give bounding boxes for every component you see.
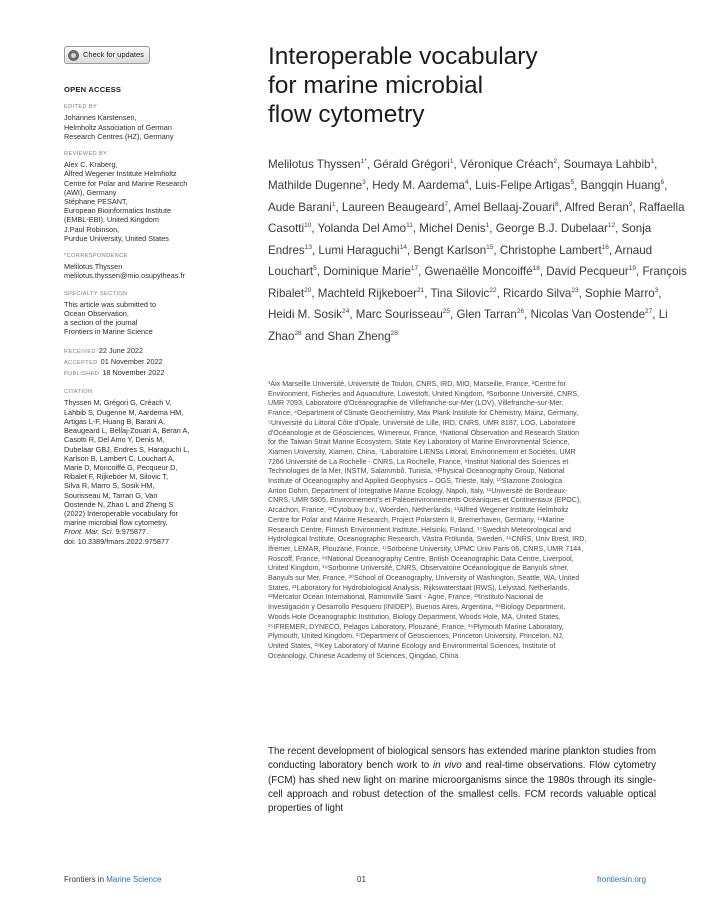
specialty-line: a section of the journal bbox=[64, 318, 138, 328]
author-affiliation-sup: 22 bbox=[489, 286, 497, 294]
footer-journal bbox=[64, 875, 161, 884]
author-affiliation-sup: 26 bbox=[516, 308, 525, 316]
author-name[interactable]: Gérald Grégori bbox=[373, 157, 450, 171]
published-date bbox=[64, 368, 244, 379]
title-line: Interoperable vocabulary bbox=[268, 43, 538, 70]
author-name[interactable]: Arnaud Louchart bbox=[268, 243, 653, 279]
author-name[interactable]: Machteld Rijkeboer bbox=[317, 286, 418, 300]
author-affiliation-sup: 15 bbox=[486, 243, 494, 251]
author-name[interactable]: Aude Barani bbox=[268, 200, 332, 214]
abstract-italic-term: in vivo bbox=[432, 760, 462, 772]
author-name[interactable]: Alfred Beran bbox=[564, 200, 629, 214]
affiliation-line: ²⁵IFREMER, DYNECO, Pelagos Laboratory, Plouzané, France, ²⁶Plymouth Marine Laboratory, bbox=[268, 622, 564, 631]
correspondence-block bbox=[64, 262, 244, 280]
author-name[interactable]: Dominique Marie bbox=[323, 265, 411, 279]
citation-doi-link[interactable]: doi: 10.3389/fmars.2022.975877 bbox=[64, 536, 170, 546]
footer-prefix: Frontiers in bbox=[64, 875, 105, 884]
author-name[interactable]: Lumi Haraguchi bbox=[318, 243, 400, 257]
affiliation-line: Oceanology, Chinese Academy of Sciences, Qingdao, China bbox=[268, 651, 459, 660]
citation-line: Sourisseau M, Tarran G, Van bbox=[64, 490, 158, 500]
author-affiliation-sup: 3 bbox=[362, 179, 366, 187]
dates-block bbox=[64, 346, 244, 380]
author-name[interactable]: Heidi M. Sosik bbox=[268, 308, 343, 322]
author-name[interactable]: Marc Sourisseau bbox=[355, 308, 443, 322]
reviewed-by-line: Purdue University, United States bbox=[64, 233, 169, 243]
affiliation-line: ⁵Université du Littoral Côte d'Opale, Université de Lille, IRD, CNRS, UMR 8187, LOG, Laboratoire bbox=[268, 418, 576, 427]
reviewed-by-block bbox=[64, 160, 244, 243]
author-affiliation-sup: 14 bbox=[399, 243, 407, 251]
crossmark-icon bbox=[68, 50, 79, 61]
reviewed-by-line: J.Paul Robinson, bbox=[64, 224, 120, 234]
affiliation-line: for the Taiwan Strait Marine Ecosystem, State Key Laboratory of Marine Environmental Science, bbox=[268, 438, 570, 447]
footer-site-link[interactable]: frontiersin.org bbox=[597, 875, 646, 884]
author-affiliation-sup: 18 bbox=[532, 265, 540, 273]
author-affiliation-sup: 19 bbox=[628, 265, 637, 273]
check-for-updates-label: Check for updates bbox=[83, 50, 144, 60]
edited-by-line: Johannes Karstensen, bbox=[64, 113, 137, 123]
author-affiliation-sup: 1 bbox=[650, 158, 655, 165]
author-name[interactable]: Véronique Créach bbox=[459, 157, 554, 171]
affiliation-line: Research Centre, Finnish Environment Institute, Helsinki, Finland, ¹⁵Swedish Meteorological and bbox=[268, 525, 571, 534]
specialty-section-block bbox=[64, 300, 244, 337]
author-name[interactable]: Raffaella Casotti bbox=[268, 200, 685, 236]
specialty-line: This article was submitted to bbox=[64, 299, 157, 309]
author-name[interactable]: Luis-Felipe Artigas bbox=[475, 179, 571, 193]
accepted-label: ACCEPTED bbox=[64, 359, 98, 366]
article-sidebar bbox=[64, 46, 244, 546]
author-name[interactable]: Bangqin Huang bbox=[580, 179, 661, 193]
author-affiliation-sup: 1 bbox=[449, 158, 454, 165]
citation-line: Thyssen M, Grégori G, Créach V, bbox=[64, 398, 172, 408]
page-number: 01 bbox=[357, 875, 366, 884]
check-for-updates-button[interactable] bbox=[64, 46, 150, 64]
correspondence-name: Melilotus Thyssen bbox=[64, 262, 123, 272]
specialty-line: Frontiers in Marine Science bbox=[64, 327, 153, 337]
author-affiliation-sup: 5 bbox=[313, 265, 317, 273]
author-affiliation-sup: 24 bbox=[342, 308, 350, 316]
article-title bbox=[268, 42, 688, 129]
citation-line: Karlson B, Lambert C, Louchart A, bbox=[64, 453, 175, 463]
author-name[interactable]: Hedy M. Aardema bbox=[372, 179, 465, 193]
correspondence-label: *CORRESPONDENCE bbox=[64, 253, 128, 260]
affiliation-line: ²²Mercator Ocean International, Ramonville Saint - Agne, France, ²³Instituto Nacional de bbox=[268, 593, 544, 602]
received-date bbox=[64, 346, 244, 357]
citation-line: Beaugeard L, Bellaj-Zouari A, Beran A, bbox=[64, 426, 190, 436]
edited-by-block bbox=[64, 113, 244, 141]
author-name[interactable]: Shan Zheng bbox=[327, 329, 391, 343]
reviewed-by-line: Alex C. Kraberg, bbox=[64, 160, 118, 170]
author-name[interactable]: Christophe Lambert bbox=[499, 243, 602, 257]
author-affiliation-sup: 13 bbox=[304, 243, 312, 251]
affiliation-line: Centre for Polar and Marine Research, Project Polarstern II, Bremerhaven, Germany, ¹⁴Marine bbox=[268, 515, 565, 524]
edited-by-label: EDITED BY bbox=[64, 104, 98, 111]
accepted-date bbox=[64, 357, 244, 368]
author-name[interactable]: Sonja Endres bbox=[268, 222, 652, 257]
affiliation-line: Xiamen University, Xiamen, China, ⁷Laboratoire LIENSs Littoral, Environnement et Sociétés, UMR bbox=[268, 447, 576, 456]
affiliation-line: United States, ²⁸Key Laboratory of Marine Ecology and Environmental Sciences, Institute of bbox=[268, 641, 556, 650]
author-affiliation-sup: 1* bbox=[360, 158, 367, 165]
abstract-paragraph bbox=[268, 745, 656, 816]
reviewed-by-line: (EMBL-EBI), United Kingdom bbox=[64, 215, 159, 225]
correspondence-email-link[interactable]: melilotus.thyssen@mio.osupytheas.fr bbox=[64, 271, 185, 281]
affiliation-line: United Kingdom, ¹⁹Sorbonne Université, CNRS, Observatoire Océanologique de Banyuls s/mer, bbox=[268, 564, 569, 573]
author-name[interactable]: George B.J. Dubelaar bbox=[495, 222, 608, 236]
citation-line: Oostende N, Zhao L and Zheng S bbox=[64, 499, 174, 509]
open-access-label: OPEN ACCESS bbox=[64, 85, 122, 94]
affiliation-line: Roscoff, France, ¹⁸National Oceanography Centre, British Oceanographic Data Centre, Liverpool, bbox=[268, 554, 574, 563]
author-name[interactable]: Melilotus Thyssen bbox=[268, 157, 361, 171]
author-name[interactable]: Gwenaëlle Moncoiffé bbox=[424, 265, 533, 279]
affiliation-line: d'Océanologie et de Géosciences, Wimereux, France, ⁶National Observation and Research Station bbox=[268, 428, 580, 437]
affiliation-line: France, ⁴Department of Climate Geochemistry, Max Plank Institute for Chemistry, Mainz, Germany, bbox=[268, 409, 579, 418]
author-affiliation-sup: 7 bbox=[444, 200, 449, 208]
author-name[interactable]: Tina Silovic bbox=[430, 286, 490, 300]
accepted-value: 01 November 2022 bbox=[100, 356, 163, 366]
author-affiliation-sup: 6 bbox=[660, 179, 665, 187]
citation-line: (2022) Interoperable vocabulary for bbox=[64, 508, 178, 518]
citation-journal: Front. Mar. Sci. bbox=[64, 527, 114, 537]
citation-volume: 9:975877. bbox=[115, 527, 149, 537]
published-value: 18 November 2022 bbox=[102, 368, 165, 378]
citation-label: CITATION bbox=[64, 389, 93, 396]
author-name[interactable]: Ricardo Silva bbox=[503, 286, 572, 300]
author-affiliation-sup: 21 bbox=[417, 286, 425, 294]
citation-line: Artigas L-F, Huang B, Barani A, bbox=[64, 416, 165, 426]
affiliation-line: 7266 Université de La Rochelle - CNRS, La Rochelle, France, ⁸Institut National des Sciences et bbox=[268, 457, 569, 466]
affiliation-line: CNRS, UMR 5805, Environnement's et Paléoenvironnements Océaniques et Continentaux (EPOC), bbox=[268, 496, 582, 505]
author-affiliation-sup: 4 bbox=[464, 179, 469, 187]
author-affiliation-sup: 23 bbox=[571, 286, 579, 294]
author-name[interactable]: Sophie Marro bbox=[585, 286, 655, 300]
edited-by-line: Research Centres (HZ), Germany bbox=[64, 131, 174, 141]
author-name[interactable]: David Pecqueur bbox=[546, 265, 629, 279]
affiliation-line: Plymouth, United Kingdom, ²⁷Department of Geosciences, Princeton University, Princeton, NJ, bbox=[268, 632, 564, 641]
citation-block bbox=[64, 398, 244, 545]
affiliation-line: Woods Hole Oceanographic Institution, Biology Department, Woods Hole, MA, United States, bbox=[268, 612, 561, 621]
author-affiliation-sup: 12 bbox=[607, 222, 616, 230]
received-value: 22 June 2022 bbox=[98, 345, 144, 355]
affiliation-line: Banyuls sur Mer, France, ²⁰School of Oceanography, University of Washington, Seattle, WA, United bbox=[268, 574, 580, 583]
specialty-line: Ocean Observation, bbox=[64, 309, 129, 319]
title-line: for marine microbial bbox=[268, 72, 484, 99]
affiliation-line: Institute of Oceanography and Applied Geophysics – OGS, Trieste, Italy, ¹⁰Stazione Zoologica bbox=[268, 477, 563, 486]
author-affiliation-sup: 5 bbox=[570, 179, 575, 187]
affiliation-line: Hydrological Institute, Oceanographic Research, Västra Frölunda, Sweden, ¹⁶CNRS, Univ Brest, IRD, bbox=[268, 535, 587, 544]
reviewed-by-line: Centre for Polar and Marine Research bbox=[64, 178, 188, 188]
affiliation-line: States, ²¹Laboratory for Hydrobiological Analysis, Rijkswaterstaat (RWS), Lelystad, Netherlands, bbox=[268, 583, 570, 592]
author-affiliation-sup: 28 bbox=[390, 329, 398, 337]
author-affiliation-sup: 1 bbox=[485, 222, 490, 230]
author-affiliation-sup: 17 bbox=[410, 265, 419, 273]
author-name[interactable]: Amel Bellaaj-Zouari bbox=[453, 200, 555, 214]
author-name[interactable]: Michel Denis bbox=[419, 222, 486, 236]
author-name[interactable]: Laureen Beaugeard bbox=[341, 200, 445, 214]
author-name[interactable]: Yolanda Del Amo bbox=[317, 222, 407, 236]
reviewed-by-label: REVIEWED BY bbox=[64, 151, 108, 158]
affiliation-line: Environment, Fisheries and Aquaculture, Lowestoft, United Kingdom, ³Sorbonne Université, CNRS, bbox=[268, 389, 580, 398]
affiliation-line: Technologies de la Mer, INSTM, Salammbô, Tunisia, ⁹Physical Oceanography Group, National bbox=[268, 467, 565, 476]
citation-line: Marie D, Moncoiffé G, Pecqueur D, bbox=[64, 462, 178, 472]
author-affiliation-sup: 9 bbox=[628, 200, 633, 208]
title-line: flow cytometry bbox=[268, 101, 425, 128]
author-name[interactable]: François Ribalet bbox=[268, 265, 687, 300]
author-name[interactable]: Mathilde Dugenne bbox=[268, 179, 363, 193]
specialty-section-label: SPECIALTY SECTION bbox=[64, 290, 128, 297]
citation-line: Casotti R, Del Amo Y, Denis M, bbox=[64, 435, 165, 445]
edited-by-line: Helmholtz Association of German bbox=[64, 122, 172, 132]
reviewed-by-line: European Bioinformatics Institute bbox=[64, 206, 172, 216]
affiliations bbox=[268, 380, 653, 661]
author-affiliation-sup: 16 bbox=[601, 243, 609, 251]
affiliation-line: UMR 7093, Laboratoire d'Océanographie de Villefranche-sur-Mer (LOV), Villefranche-sur-Mer, bbox=[268, 399, 564, 408]
reviewed-by-line: Alfred Wegener Institute Helmholtz bbox=[64, 169, 177, 179]
author-affiliation-sup: 10 bbox=[304, 222, 312, 230]
citation-journal-line bbox=[64, 527, 244, 536]
affiliation-line: Arcachon, France, ¹²Cytobuoy b.v., Woerden, Netherlands, ¹³Alfred Wegener Institute Helmholtz bbox=[268, 506, 569, 515]
affiliation-line: Ifremer, LEMAR, Plouzane, France, ¹⁷Sorbonne University, UPMC Univ Paris 06, CNRS, UMR 7144, bbox=[268, 544, 584, 553]
citation-line: Silva R, Marro S, Sosik HM, bbox=[64, 481, 155, 491]
citation-line: Lahbib S, Dugenne M, Aardema HM, bbox=[64, 407, 184, 417]
citation-line: Ribalet F, Rijkeboer M, Silovic T, bbox=[64, 472, 169, 482]
published-label: PUBLISHED bbox=[64, 371, 100, 378]
received-label: RECEIVED bbox=[64, 348, 96, 355]
author-affiliation-sup: 20 bbox=[304, 286, 312, 294]
footer-journal-link[interactable]: Marine Science bbox=[106, 875, 162, 884]
reviewed-by-line: (AWI), Germany bbox=[64, 187, 117, 197]
author-name[interactable]: Soumaya Lahbib bbox=[563, 157, 651, 171]
abstract-text: The recent development of biological sensors has extended marine plankton studies from conducting laboratory bench work to bbox=[268, 746, 656, 772]
author-affiliation-sup: 8 bbox=[555, 200, 559, 208]
author-affiliation-sup: 2 bbox=[553, 158, 558, 165]
author-affiliation-sup: 1 bbox=[331, 200, 336, 208]
author-list: Melilotus Thyssen$^{1*}$, Gérald Grégori$^1$, Véronique Créach$^2$, Soumaya Lahbib$^1$, Mathilde Dugenne$^3$, Hedy M. Aardema$^4$, Luis-Felipe Artigas$^5$, Bangqin Huang$^6$, Aude Barani$^1$, Laureen Beaugeard$^7$, Amel Bellaaj-Zouari$^8$, Alfred Beran$^9$, Raffaella Casotti$^{10}$, Yolanda Del Amo$^{11}$, Michel Denis$^1$, George B.J. Dubelaar$^{12}$, Sonja Endres$^{13}$, Lumi Haraguchi$^{14}$, Bengt Karlson$^{15}$, Christophe Lambert$^{16}$, Arnaud Louchart$^5$, Dominique Marie$^{17}$, Gwenaëlle Moncoiffé$^{18}$, David Pecqueur$^{19}$, François Ribalet$^{20}$, Machteld Rijkeboer$^{21}$, Tina Silovic$^{22}$, Ricardo Silva$^{23}$, Sophie Marro$^3$, Heidi M. Sosik$^{24}$, Marc Sourisseau$^{25}$, Glen Tarran$^{26}$, Nicolas Van Oostende$^{27}$, Li Zhao$^{28}$ and Shan Zheng$^{28}$ bbox=[268, 157, 687, 343]
affiliation-line: Investigación y Desarrollo Pesquero (INIDEP), Buenos Aires, Argentina, ²⁴Biology Department, bbox=[268, 603, 566, 612]
author-name[interactable]: Nicolas Van Oostende bbox=[530, 308, 646, 322]
author-name[interactable]: Glen Tarran bbox=[456, 308, 517, 322]
reviewed-by-line: Stéphane PESANT, bbox=[64, 197, 128, 207]
author-affiliation-sup: 25 bbox=[442, 308, 451, 316]
author-affiliation-sup: 28 bbox=[294, 329, 302, 337]
affiliation-line: ¹Aix Marseille Université, Université de Toulon, CNRS, IRD, MIO, Marseille, France, ²Centre for bbox=[268, 380, 566, 388]
author-name[interactable]: Li Zhao bbox=[268, 308, 668, 343]
author-affiliation-sup: 27 bbox=[645, 308, 653, 316]
author-name[interactable]: Bengt Karlson bbox=[413, 243, 487, 257]
affiliation-line: Anton Dohrn, Department of Integrative Marine Ecology, Napoli, Italy, ¹¹Université de Bordeaux- bbox=[268, 486, 568, 495]
citation-line: marine microbial flow cytometry. bbox=[64, 518, 168, 528]
abstract-text: and real-time observations. Flow cytometry (FCM) has shed new light on marine microorganisms since the 1980s through its single-cell approach and robust detection of the smallest cells. FCM records valuable optical properties of light bbox=[268, 760, 657, 815]
author-affiliation-sup: 3 bbox=[654, 286, 659, 294]
author-affiliation-sup: 11 bbox=[406, 222, 413, 230]
citation-line: Dubelaar GBJ, Endres S, Haraguchi L, bbox=[64, 444, 190, 454]
